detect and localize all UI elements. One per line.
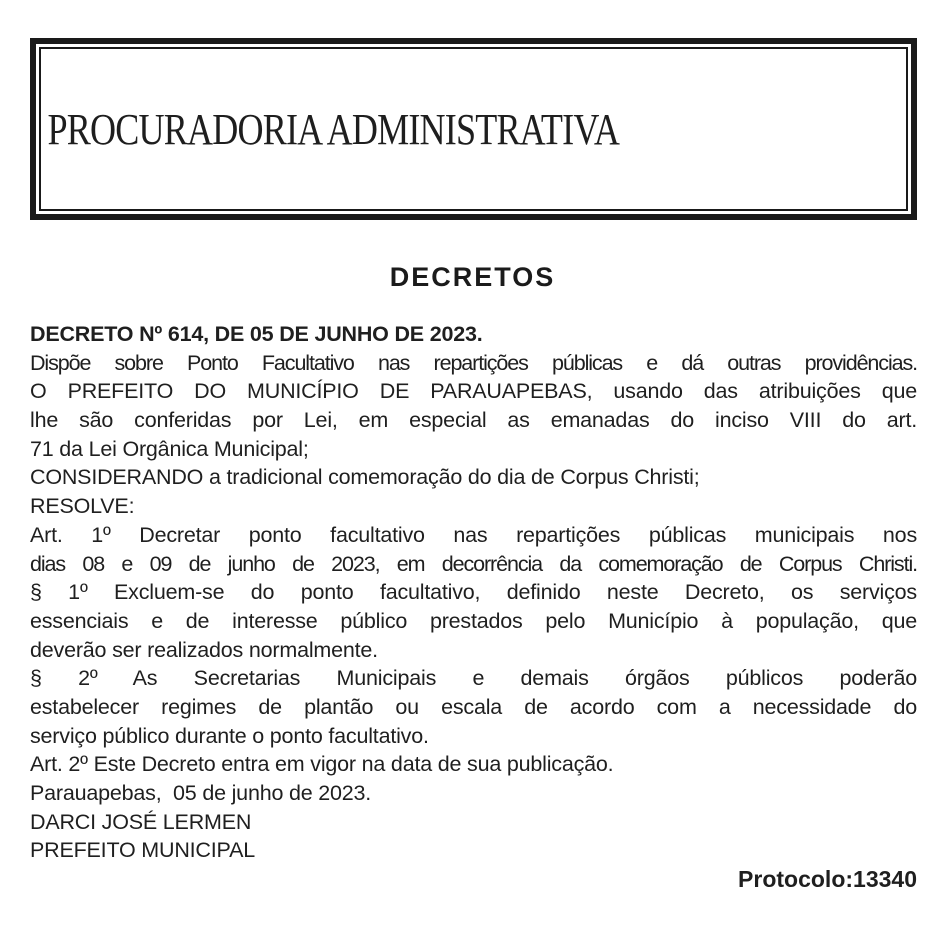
decree-line: Parauapebas, 05 de junho de 2023.	[30, 781, 372, 805]
decree-line: serviço público durante o ponto facultativo.	[30, 723, 429, 748]
protocol-number: Protocolo:13340	[738, 866, 917, 893]
decree-line: RESOLVE:	[30, 494, 135, 519]
decree-line: O PREFEITO DO MUNICÍPIO DE PARAUAPEBAS, usando das atribuições que	[30, 379, 917, 404]
decree-lines	[30, 320, 917, 865]
decree-line: DARCI JOSÉ LERMEN	[30, 809, 252, 834]
decree-line: DECRETO Nº 614, DE 05 DE JUNHO DE 2023.	[30, 322, 483, 346]
decree-line: § 1º Excluem-se do ponto facultativo, definido neste Decreto, os serviços	[30, 580, 917, 605]
letterhead-inner-border	[39, 47, 908, 211]
decree-line: Art. 2º Este Decreto entra em vigor na data de sua publicação.	[30, 752, 614, 777]
decree-line: essenciais e de interesse público prestados pelo Município à população, que	[30, 608, 917, 633]
letterhead-title: PROCURADORIA ADMINISTRATIVA	[47, 104, 620, 154]
decree-line: lhe são conferidas por Lei, em especial as emanadas do inciso VIII do art.	[30, 408, 917, 433]
decree-line: CONSIDERANDO a tradicional comemoração do dia de Corpus Christi;	[30, 465, 700, 490]
decree-line: estabelecer regimes de plantão ou escala de acordo com a necessidade do	[30, 694, 917, 719]
decree-line: Art. 1º Decretar ponto facultativo nas repartições públicas municipais nos	[30, 522, 917, 547]
section-heading: DECRETOS	[389, 262, 556, 292]
decree-body	[30, 320, 917, 894]
letterhead-box	[30, 38, 917, 220]
decree-line: § 2º As Secretarias Municipais e demais órgãos públicos poderão	[30, 666, 917, 691]
decree-line: 71 da Lei Orgânica Municipal;	[30, 436, 309, 461]
decree-line: Dispõe sobre Ponto Facultativo nas repartições públicas e dá outras providências.	[30, 350, 917, 375]
decree-line: deverão ser realizados normalmente.	[30, 637, 378, 662]
decree-line: PREFEITO MUNICIPAL	[30, 838, 255, 863]
decree-line: dias 08 e 09 de junho de 2023, em decorrência da comemoração de Corpus Christi.	[30, 551, 917, 576]
